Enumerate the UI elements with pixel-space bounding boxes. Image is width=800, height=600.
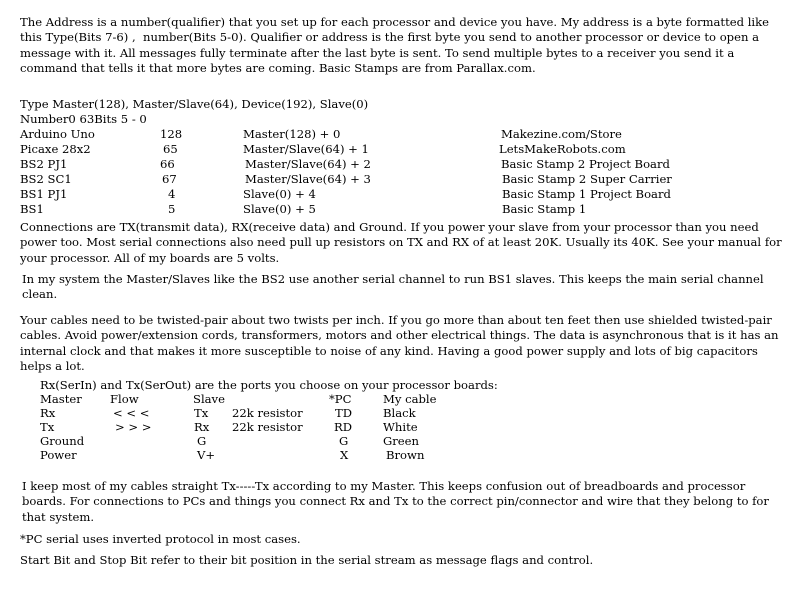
ports-intro: Rx(SerIn) and Tx(SerOut) are the ports you choose on your processor boards:	[40, 378, 498, 392]
device-type: Master/Slave(64) + 3	[245, 172, 371, 186]
wiring-slave: G	[197, 434, 207, 448]
wiring-header-slave: Slave	[193, 392, 225, 406]
device-type: Slave(0) + 5	[243, 202, 316, 216]
wiring-slave: V+	[197, 448, 216, 462]
device-source: Basic Stamp 1	[502, 202, 587, 216]
device-type: Master/Slave(64) + 1	[243, 142, 369, 156]
wiring-master: Rx	[40, 406, 56, 420]
wiring-pc: TD	[335, 406, 353, 420]
wiring-slave: Rx	[194, 420, 210, 434]
device-source: LetsMakeRobots.com	[499, 142, 626, 156]
wiring-pc: X	[340, 448, 349, 462]
device-value: 65	[163, 142, 178, 156]
device-name: BS1	[20, 202, 44, 216]
cables-paragraph: Your cables need to be twisted-pair about two twists per inch. If you go more than about ten feet then use shielded twisted-pair cables. Avoid power/extension cords, transformers, motors and other electrical things. The data is asynchronous that is it has an internal clock and that makes it more susceptible to noise of any kind. Having a good power supply and lots of big capacitors helps a lot.	[20, 313, 783, 374]
device-value: 5	[168, 202, 176, 216]
device-name: BS2 PJ1	[20, 157, 68, 171]
wiring-flow: > > >	[115, 420, 152, 434]
device-type: Master/Slave(64) + 2	[245, 157, 371, 171]
device-source: Makezine.com/Store	[501, 127, 622, 141]
pc-note: *PC serial uses inverted protocol in most cases.	[20, 532, 301, 546]
wiring-slave: Tx	[194, 406, 209, 420]
start-stop-note: Start Bit and Stop Bit refer to their bit position in the serial stream as message flags and control.	[20, 553, 594, 567]
device-value: 66	[160, 157, 175, 171]
device-value: 128	[160, 127, 183, 141]
device-source: Basic Stamp 2 Super Carrier	[502, 172, 672, 186]
intro-paragraph: The Address is a number(qualifier) that you set up for each processor and device you have. My address is a byte formatted like this Type(Bits 7-6) , number(Bits 5-0). Qualifier or address is the first byte you send to another processor or device to open a message with it. All messages fully terminate after the last byte is sent. To send multiple bytes to a receiver you send it a command that tells it that more bytes are coming. Basic Stamps are from Parallax.com.	[20, 15, 773, 76]
device-name: BS1 PJ1	[20, 187, 68, 201]
wiring-cable: Green	[383, 434, 419, 448]
wiring-master: Power	[40, 448, 77, 462]
wiring-header-master: Master	[40, 392, 82, 406]
wiring-note: 22k resistor	[232, 406, 303, 420]
wiring-header-cable: My cable	[383, 392, 437, 406]
number-header: Number0 63Bits 5 - 0	[20, 112, 147, 126]
device-name: Picaxe 28x2	[20, 142, 91, 156]
wiring-pc: G	[339, 434, 349, 448]
device-name: BS2 SC1	[20, 172, 72, 186]
device-source: Basic Stamp 1 Project Board	[502, 187, 671, 201]
device-type: Master(128) + 0	[243, 127, 341, 141]
wiring-master: Tx	[40, 420, 55, 434]
device-source: Basic Stamp 2 Project Board	[501, 157, 670, 171]
wiring-cable: White	[383, 420, 418, 434]
wiring-header-flow: Flow	[110, 392, 139, 406]
wiring-note: 22k resistor	[232, 420, 303, 434]
straight-cables-paragraph: I keep most of my cables straight Tx-----Tx according to my Master. This keeps confusion out of breadboards and processor boards. For connections to PCs and things you connect Rx and Tx to the correct pin/connector and wire that they belong to for that system.	[22, 479, 773, 524]
connections-paragraph: Connections are TX(transmit data), RX(receive data) and Ground. If you power your slave from your processor than you need power too. Most serial connections also need pull up resistors on TX and RX of at least 20K. Usually its 40K. See your manual for your processor. All of my boards are 5 volts.	[20, 220, 786, 265]
wiring-cable: Black	[383, 406, 416, 420]
device-name: Arduino Uno	[20, 127, 95, 141]
system-paragraph: In my system the Master/Slaves like the BS2 use another serial channel to run BS1 slaves. This keeps the main serial channel clean.	[22, 272, 768, 302]
wiring-pc: RD	[334, 420, 353, 434]
device-type: Slave(0) + 4	[243, 187, 316, 201]
wiring-header-pc: *PC	[329, 392, 352, 406]
wiring-master: Ground	[40, 434, 85, 448]
type-header: Type Master(128), Master/Slave(64), Device(192), Slave(0)	[20, 97, 369, 111]
wiring-cable: Brown	[386, 448, 425, 462]
device-value: 4	[168, 187, 176, 201]
wiring-flow: < < <	[113, 406, 150, 420]
device-value: 67	[162, 172, 177, 186]
